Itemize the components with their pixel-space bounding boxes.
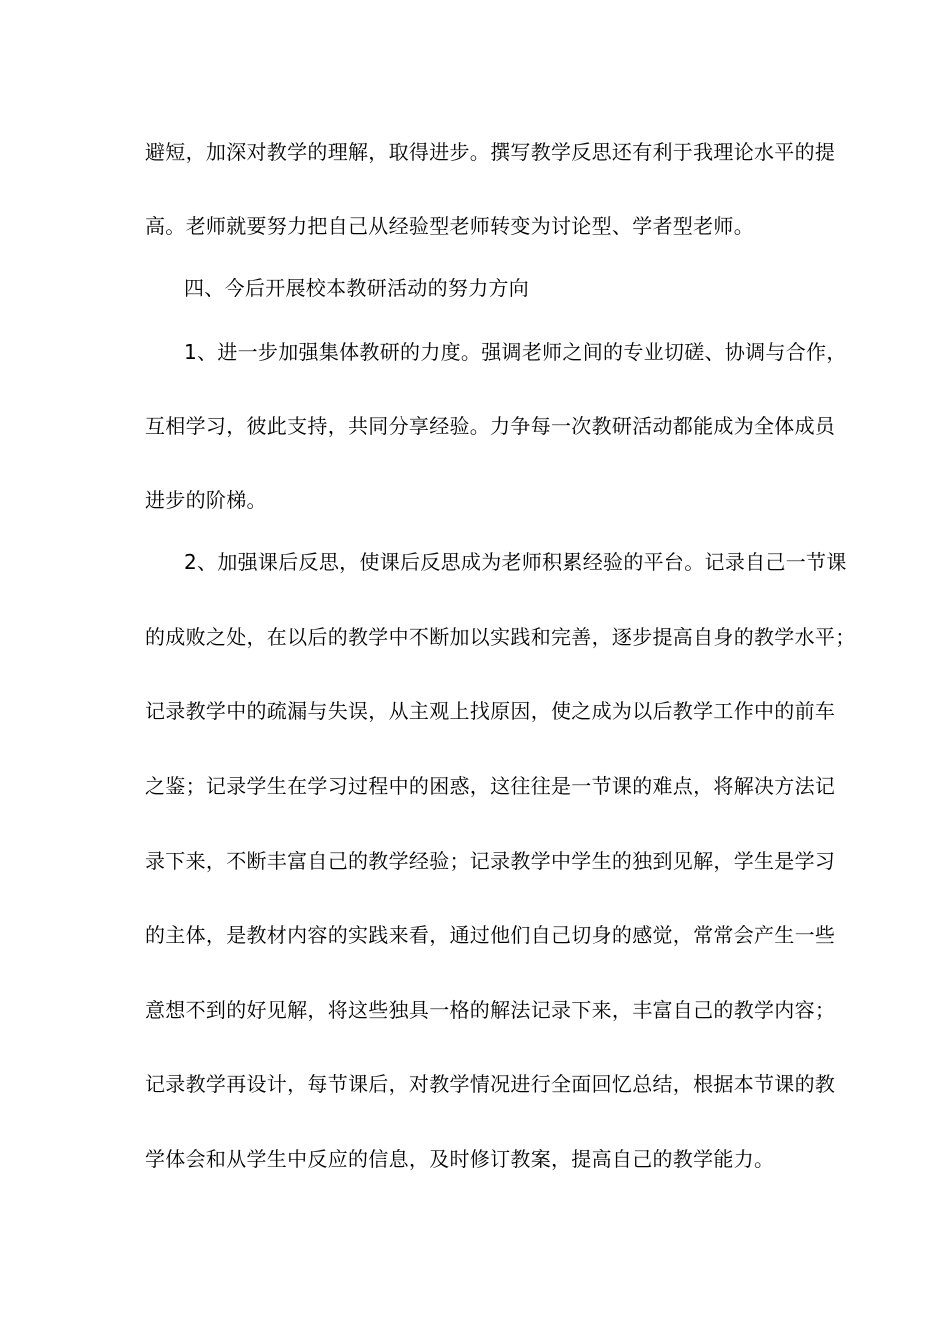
paragraph-line: 2、加强课后反思，使课后反思成为老师积累经验的平台。记录自己一节课 [184, 550, 847, 574]
paragraph-line: 高。老师就要努力把自己从经验型老师转变为讨论型、学者型老师。 [145, 214, 754, 238]
paragraph-line: 录下来，不断丰富自己的教学经验；记录教学中学生的独到见解，学生是学习 [145, 849, 836, 873]
paragraph-line: 记录教学中的疏漏与失误，从主观上找原因，使之成为以后教学工作中的前车 [145, 699, 836, 723]
paragraph-line: 避短，加深对教学的理解，取得进步。撰写教学反思还有利于我理论水平的提 [145, 140, 836, 164]
paragraph-line: 意想不到的好见解，将这些独具一格的解法记录下来，丰富自己的教学内容； [145, 998, 836, 1022]
paragraph-line: 的主体，是教材内容的实践来看，通过他们自己切身的感觉，常常会产生一些 [145, 923, 836, 947]
paragraph-line: 学体会和从学生中反应的信息，及时修订教案，提高自己的教学能力。 [145, 1147, 775, 1171]
section-heading: 四、今后开展校本教研活动的努力方向 [184, 276, 530, 300]
paragraph-line: 记录教学再设计，每节课后，对教学情况进行全面回忆总结，根据本节课的教 [145, 1072, 836, 1096]
paragraph-line: 进步的阶梯。 [145, 488, 267, 512]
paragraph-line: 的成败之处，在以后的教学中不断加以实践和完善，逐步提高自身的教学水平； [145, 625, 856, 649]
paragraph-line: 1、进一步加强集体教研的力度。强调老师之间的专业切磋、协调与合作， [184, 340, 847, 364]
paragraph-line: 互相学习，彼此支持，共同分享经验。力争每一次教研活动都能成为全体成员 [145, 414, 836, 438]
paragraph-line: 之鉴；记录学生在学习过程中的困惑，这往往是一节课的难点，将解决方法记 [145, 774, 836, 798]
